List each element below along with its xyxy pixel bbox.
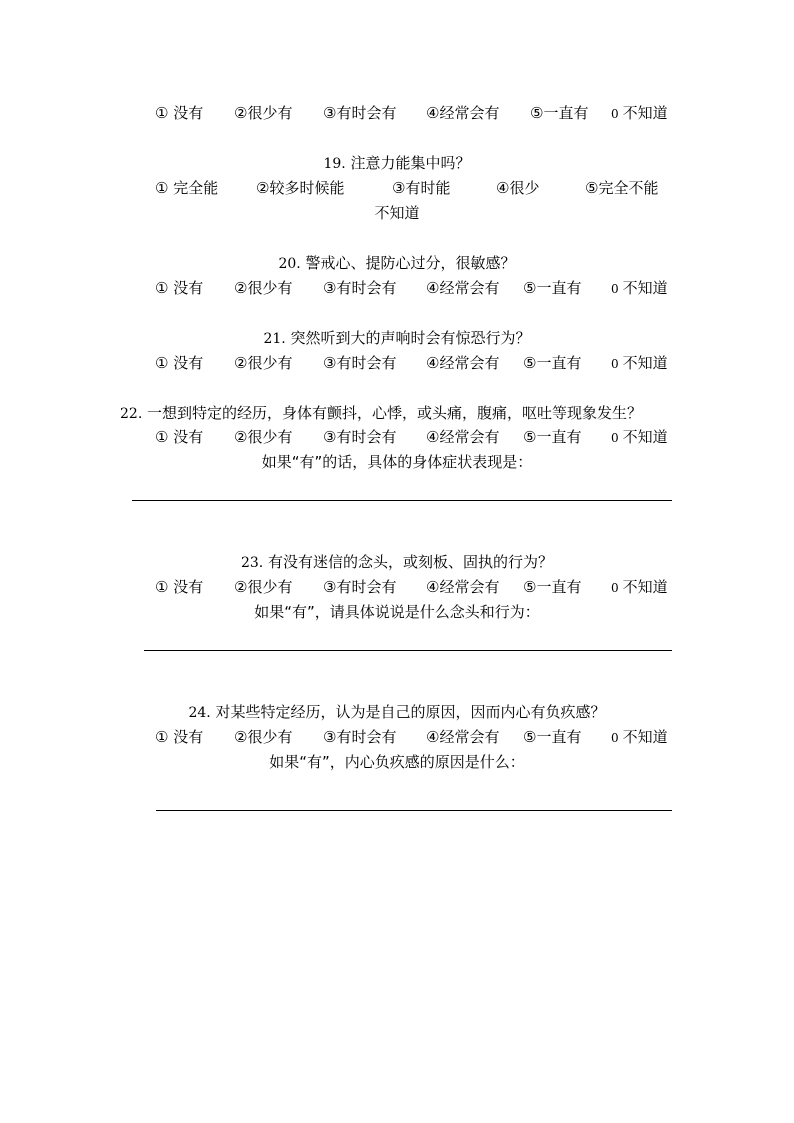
option-sometimes[interactable]: ③有时会有 — [323, 279, 397, 297]
followup-prompt: 如果“有”，请具体说说是什么念头和行为： — [254, 603, 540, 621]
option-always[interactable]: ⑤一直有 — [523, 578, 582, 596]
option-unknown-label: 不知道 — [622, 279, 668, 297]
option-unknown-num: 0 — [611, 581, 619, 595]
option-unknown[interactable] — [611, 726, 668, 749]
option-always[interactable]: ⑤一直有 — [530, 104, 589, 122]
question-number: 23. — [240, 555, 264, 571]
question-text: 有没有迷信的念头，或刻板、固执的行为？ — [268, 553, 554, 571]
option-rarely[interactable]: ②很少有 — [234, 354, 293, 372]
question-22 — [120, 402, 680, 424]
option-none[interactable]: ① 没有 — [155, 279, 204, 297]
followup-prompt: 如果“有”的话，具体的身体症状表现是： — [261, 453, 533, 471]
question-number: 22. — [120, 406, 143, 422]
option-often[interactable]: ④经常会有 — [426, 428, 500, 446]
question-text: 突然听到大的声响时会有惊恐行为？ — [290, 329, 531, 347]
question-number: 21. — [263, 331, 286, 347]
option-sometimes[interactable]: ③有时会有 — [323, 728, 397, 746]
question-24 — [0, 701, 794, 723]
option-unknown-num: 0 — [611, 731, 619, 745]
question-19 — [0, 152, 794, 174]
option-completely-unable[interactable]: ⑤完全不能 — [585, 179, 659, 197]
option-rarely[interactable]: ②很少有 — [234, 428, 293, 446]
question-23 — [0, 551, 794, 573]
option-often[interactable]: ④经常会有 — [426, 578, 500, 596]
option-unknown-num: 0 — [611, 431, 619, 445]
option-sometimes[interactable]: ③有时会有 — [323, 104, 397, 122]
option-unknown-label: 不知道 — [622, 428, 668, 446]
option-unknown[interactable] — [611, 576, 668, 599]
question-text: 对某些特定经历，认为是自己的原因，因而内心有负疚感？ — [215, 703, 606, 721]
option-unknown[interactable] — [611, 352, 668, 375]
option-unknown-label: 不知道 — [622, 578, 668, 596]
followup-prompt: 如果“有”，内心负疚感的原因是什么： — [269, 753, 525, 771]
option-unknown[interactable]: 不知道 — [374, 204, 420, 222]
option-none[interactable]: ① 没有 — [155, 578, 204, 596]
question-21 — [0, 327, 794, 349]
option-sometimes-able[interactable]: ③有时能 — [392, 179, 451, 197]
option-unknown[interactable] — [611, 277, 668, 300]
question-text: 一想到特定的经历，身体有颤抖，心悸，或头痛，腹痛，呕吐等现象发生？ — [147, 404, 643, 422]
answer-line[interactable] — [144, 650, 672, 651]
question-number: 20. — [278, 256, 301, 272]
option-rarely-able[interactable]: ④很少 — [496, 179, 540, 197]
option-unknown-num: 0 — [611, 107, 619, 121]
option-unknown[interactable] — [611, 102, 668, 125]
option-often[interactable]: ④经常会有 — [426, 354, 500, 372]
option-always[interactable]: ⑤一直有 — [523, 279, 582, 297]
question-number: 24. — [188, 705, 211, 721]
option-sometimes[interactable]: ③有时会有 — [323, 578, 397, 596]
option-often[interactable]: ④经常会有 — [426, 104, 500, 122]
option-unknown-label: 不知道 — [622, 728, 668, 746]
answer-line[interactable] — [132, 500, 672, 501]
option-rarely[interactable]: ②很少有 — [234, 104, 293, 122]
option-often[interactable]: ④经常会有 — [426, 728, 500, 746]
option-sometimes[interactable]: ③有时会有 — [323, 354, 397, 372]
option-unknown-label: 不知道 — [622, 354, 668, 372]
option-rarely[interactable]: ②很少有 — [234, 279, 293, 297]
answer-line[interactable] — [156, 810, 672, 811]
question-text: 注意力能集中吗？ — [350, 154, 471, 172]
option-unknown-num: 0 — [611, 282, 619, 296]
option-none[interactable]: ① 没有 — [155, 728, 204, 746]
option-none[interactable]: ① 没有 — [155, 428, 204, 446]
question-20 — [0, 252, 794, 274]
option-none[interactable]: ① 没有 — [155, 354, 204, 372]
option-often[interactable]: ④经常会有 — [426, 279, 500, 297]
option-always[interactable]: ⑤一直有 — [523, 428, 582, 446]
option-mostly-able[interactable]: ②较多时候能 — [256, 179, 345, 197]
option-unknown-num: 0 — [611, 357, 619, 371]
question-number: 19. — [323, 156, 346, 172]
option-none[interactable]: ① 没有 — [155, 104, 204, 122]
option-unknown-label: 不知道 — [622, 104, 668, 122]
option-fully-able[interactable]: ① 完全能 — [155, 179, 219, 197]
option-always[interactable]: ⑤一直有 — [523, 354, 582, 372]
option-rarely[interactable]: ②很少有 — [234, 578, 293, 596]
option-unknown[interactable] — [611, 426, 668, 449]
option-rarely[interactable]: ②很少有 — [234, 728, 293, 746]
option-sometimes[interactable]: ③有时会有 — [323, 428, 397, 446]
question-text: 警戒心、提防心过分，很敏感？ — [305, 254, 516, 272]
option-always[interactable]: ⑤一直有 — [523, 728, 582, 746]
